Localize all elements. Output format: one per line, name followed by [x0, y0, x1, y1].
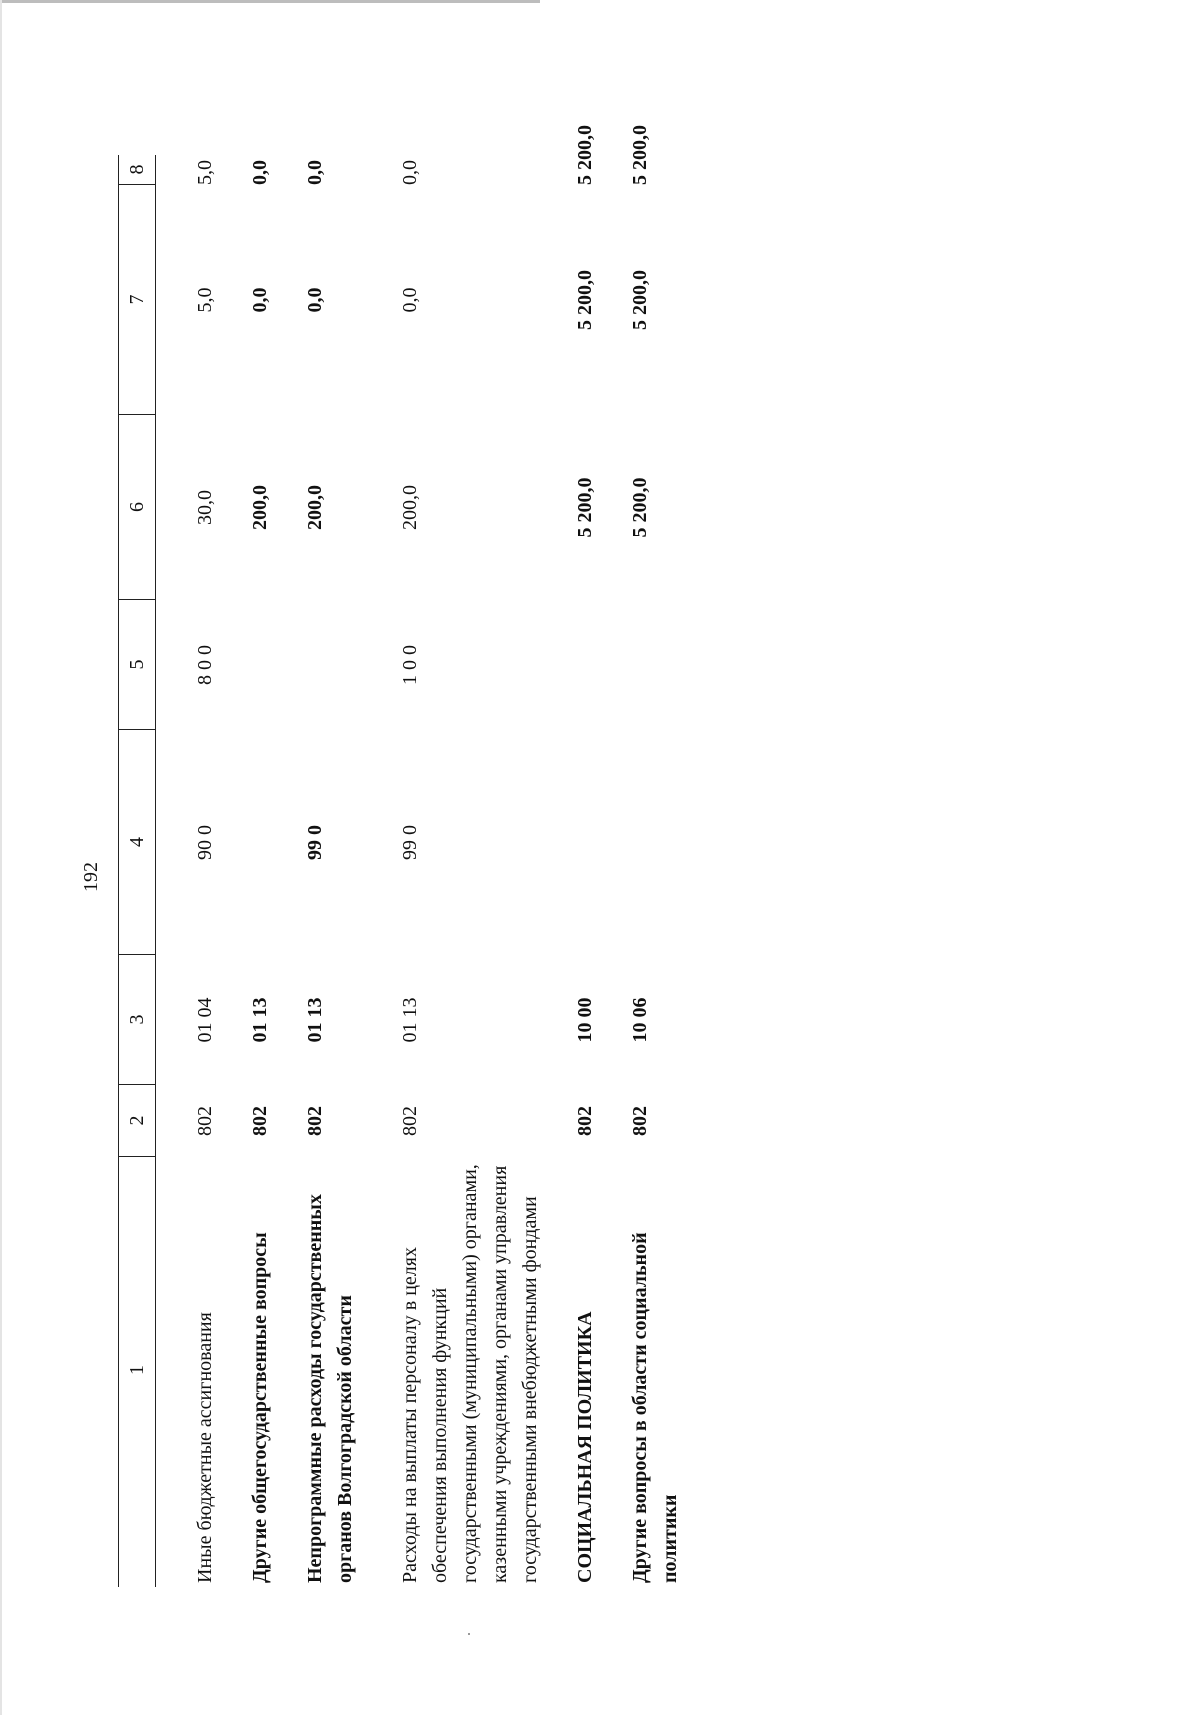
row-value-7: 0,0	[304, 287, 326, 313]
row-value-8: 0,0	[304, 160, 326, 185]
row-name: Другие общегосударственные вопросы	[249, 1232, 271, 1583]
row-value-8: 0,0	[399, 160, 421, 185]
page-number: 192	[80, 862, 102, 892]
budget-table	[118, 125, 685, 1587]
row-section: 01 04	[194, 997, 216, 1043]
row-name: Другие вопросы в области социальной политики	[629, 1232, 681, 1583]
row-section: 01 13	[399, 997, 421, 1043]
row-target	[625, 730, 685, 955]
row-type: 8 0 0	[194, 645, 216, 685]
header-col-6: 6	[119, 415, 155, 600]
header-col-3: 3	[119, 955, 155, 1085]
table-row	[570, 125, 600, 1587]
header-col-5: 5	[119, 600, 155, 730]
row-value-7: 0,0	[399, 287, 421, 313]
row-target	[245, 730, 275, 955]
row-value-6: 200,0	[249, 485, 271, 530]
row-section: 01 13	[249, 997, 271, 1043]
row-name: Расходы на выплаты персоналу в целях обеспечения выполнения функций государственными (муниципальными) органами, казенными учреждениями, органами управления государственными внебюджетными фондами	[399, 1164, 541, 1583]
table-row	[300, 155, 360, 1587]
row-type	[625, 600, 685, 730]
row-value-7: 5,0	[194, 287, 216, 313]
row-name: СОЦИАЛЬНАЯ ПОЛИТИКА	[574, 1311, 596, 1583]
row-code: 802	[249, 1106, 271, 1136]
row-value-7: 5 200,0	[629, 270, 651, 330]
row-code: 802	[574, 1106, 596, 1136]
row-code: 802	[304, 1106, 326, 1136]
row-value-8: 5 200,0	[574, 125, 596, 185]
row-value-8: 0,0	[249, 160, 271, 185]
table-row	[395, 155, 545, 1587]
row-type: 1 0 0	[399, 645, 421, 685]
header-col-7: 7	[119, 185, 155, 415]
row-value-6: 200,0	[304, 485, 326, 530]
row-value-6: 30,0	[194, 490, 216, 525]
table-row	[625, 125, 685, 1587]
row-target: 99 0	[399, 825, 421, 860]
row-code: 802	[194, 1106, 216, 1136]
row-target: 99 0	[304, 825, 326, 860]
row-value-6: 200,0	[399, 485, 421, 530]
row-target: 90 0	[194, 825, 216, 860]
row-section: 10 06	[629, 997, 651, 1043]
row-code: 802	[629, 1106, 651, 1136]
row-value-8: 5,0	[194, 160, 216, 185]
row-name: Иные бюджетные ассигнования	[194, 1312, 216, 1583]
header-col-1: 1	[126, 1365, 148, 1375]
row-value-6: 5 200,0	[574, 477, 596, 538]
row-type	[245, 600, 275, 730]
row-value-7: 5 200,0	[574, 270, 596, 330]
row-value-8: 5 200,0	[629, 125, 651, 185]
row-code: 802	[399, 1106, 421, 1136]
table-header	[118, 155, 156, 1587]
row-section: 01 13	[304, 997, 326, 1043]
row-value-7: 0,0	[249, 287, 271, 313]
row-name: Непрограммные расходы государственных органов Волгоградской области	[304, 1194, 356, 1583]
table-row	[190, 155, 220, 1587]
row-type	[300, 600, 360, 730]
row-target	[570, 730, 600, 955]
row-section: 10 00	[574, 997, 596, 1043]
row-value-6: 5 200,0	[629, 477, 651, 538]
header-col-2: 2	[119, 1085, 155, 1157]
header-col-8: 8	[119, 155, 155, 185]
table-row	[245, 155, 275, 1587]
row-type	[570, 600, 600, 730]
header-col-4: 4	[119, 730, 155, 955]
